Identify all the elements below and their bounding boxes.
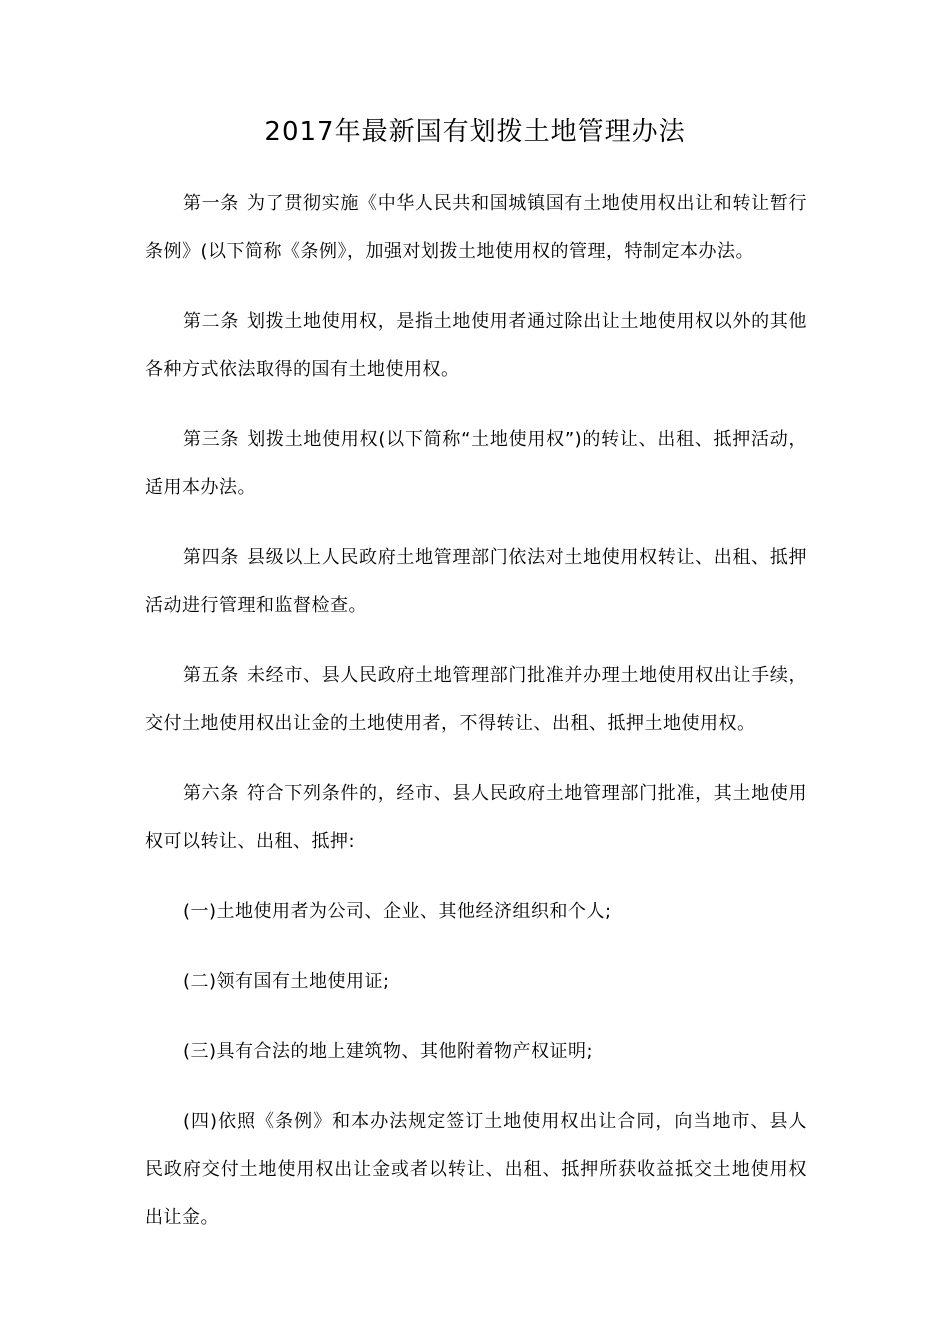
paragraph-item-1 bbox=[145, 888, 807, 936]
paragraph-article-1 bbox=[145, 180, 807, 276]
article-number: 第一条 bbox=[183, 193, 240, 214]
article-text: 未经市、县人民政府土地管理部门批准并办理土地使用权出让手续，交付土地使用权出让金的土地使用者，不得转让、出租、抵押土地使用权。 bbox=[145, 665, 807, 734]
item-text: (一)土地使用者为公司、企业、其他经济组织和个人; bbox=[183, 901, 612, 922]
article-number: 第二条 bbox=[183, 311, 240, 332]
paragraph-item-3 bbox=[145, 1028, 807, 1076]
paragraph-article-4 bbox=[145, 534, 807, 630]
article-number: 第四条 bbox=[183, 547, 240, 568]
article-text: 为了贯彻实施《中华人民共和国城镇国有土地使用权出让和转让暂行条例》(以下简称《条例》，加强对划拨土地使用权的管理，特制定本办法。 bbox=[145, 193, 807, 262]
paragraph-item-2 bbox=[145, 958, 807, 1006]
paragraph-item-4 bbox=[145, 1098, 807, 1242]
article-text: 划拨土地使用权，是指土地使用者通过除出让土地使用权以外的其他各种方式依法取得的国有土地使用权。 bbox=[145, 311, 807, 380]
paragraph-article-3 bbox=[145, 416, 807, 512]
article-text: 县级以上人民政府土地管理部门依法对土地使用权转让、出租、抵押活动进行管理和监督检查。 bbox=[145, 547, 807, 616]
paragraph-article-2 bbox=[145, 298, 807, 394]
document-title: 2017年最新国有划拨土地管理办法 bbox=[264, 117, 686, 147]
paragraph-article-5 bbox=[145, 652, 807, 748]
item-text: (四)依照《条例》和本办法规定签订土地使用权出让合同，向当地市、县人民政府交付土地使用权出让金或者以转让、出租、抵押所获收益抵交土地使用权出让金。 bbox=[145, 1111, 807, 1228]
item-text: (三)具有合法的地上建筑物、其他附着物产权证明; bbox=[183, 1041, 594, 1062]
document-body bbox=[145, 180, 807, 1264]
item-text: (二)领有国有土地使用证; bbox=[183, 971, 390, 992]
article-text: 符合下列条件的，经市、县人民政府土地管理部门批准，其土地使用权可以转让、出租、抵押: bbox=[145, 783, 807, 852]
article-number: 第五条 bbox=[183, 665, 240, 686]
article-text: 划拨土地使用权(以下简称“土地使用权”)的转让、出租、抵押活动，适用本办法。 bbox=[145, 429, 807, 498]
article-number: 第三条 bbox=[183, 429, 240, 450]
paragraph-article-6 bbox=[145, 770, 807, 866]
article-number: 第六条 bbox=[183, 783, 240, 804]
